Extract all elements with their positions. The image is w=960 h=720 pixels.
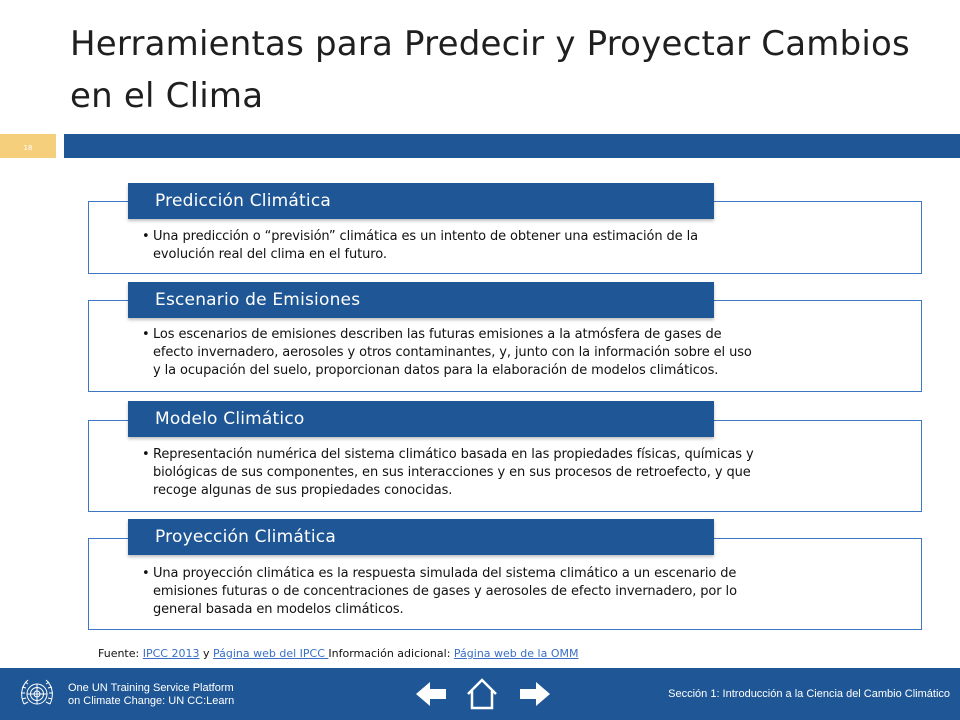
card-line: emisiones futuras o de concentraciones de gases y aerosoles de efecto invernadero, por lo (153, 584, 737, 599)
card-header-proyeccion: Proyección Climática (128, 519, 714, 555)
un-logo-icon (16, 674, 58, 714)
source-middle: Información adicional: (328, 647, 454, 660)
card-line: recoge algunas de sus propiedades conocidas. (153, 483, 453, 498)
link-ipcc-2013[interactable]: IPCC 2013 (142, 647, 200, 660)
source-prefix: Fuente: (98, 647, 143, 660)
card-line: Representación numérica del sistema climático basada en las propiedades físicas, químicas y (153, 447, 754, 462)
footer-bar (0, 668, 960, 720)
card-line: efecto invernadero, aerosoles y otros contaminantes, y, junto con la información sobre el uso (153, 345, 752, 360)
card-header-modelo: Modelo Climático (128, 401, 714, 437)
slide-number: 18 (0, 134, 56, 158)
footer-line: One UN Training Service Platform (68, 682, 234, 694)
card-line: Los escenarios de emisiones describen las futuras emisiones a la atmósfera de gases de (153, 327, 722, 342)
card-text-proyeccion: • Una proyección climática es la respuesta simulada del sistema climático a un escenario de emisiones futuras o de concentraciones de gases y aerosoles de efecto invernadero, por lo general basada en modelos climáticos. (142, 566, 737, 617)
header-bar (64, 134, 960, 158)
link-omm-web[interactable]: Página web de la OMM (453, 647, 579, 660)
page-title: Herramientas para Predecir y Proyectar Cambios en el Clima (70, 24, 910, 116)
card-header-escenario: Escenario de Emisiones (128, 282, 714, 318)
arrow-left-icon[interactable] (412, 674, 452, 714)
card-line: y la ocupación del suelo, proporcionan datos para la elaboración de modelos climáticos. (153, 363, 719, 378)
card-line: Una proyección climática es la respuesta simulada del sistema climático a un escenario de (153, 566, 737, 581)
card-line: biológicas de sus componentes, en sus interacciones y en sus procesos de retroefecto, y que (153, 465, 751, 480)
card-text-escenario: • Los escenarios de emisiones describen las futuras emisiones a la atmósfera de gases de efecto invernadero, aerosoles y otros contaminantes, y, junto con la información sobre el uso y la ocupación del suelo, proporcionan datos para la elaboración de modelos climáticos. (142, 327, 752, 378)
card-text-prediccion: • Una predicción o “previsión” climática es un intento de obtener una estimación de la evolución real del clima en el futuro. (142, 229, 698, 262)
card-header-prediccion: Predicción Climática (128, 183, 714, 219)
footer-line: on Climate Change: UN CC:Learn (68, 695, 235, 707)
card-line: evolución real del clima en el futuro. (153, 247, 387, 262)
footer-platform-text (68, 682, 234, 708)
card-line: Una predicción o “previsión” climática es un intento de obtener una estimación de la (153, 229, 698, 244)
card-line: general basada en modelos climáticos. (153, 602, 404, 617)
footer-section-text: Sección 1: Introducción a la Ciencia del Cambio Climático (668, 688, 950, 700)
source-line (98, 647, 578, 660)
link-ipcc-web[interactable]: Página web del IPCC (212, 647, 329, 660)
arrow-right-icon[interactable] (514, 674, 554, 714)
source-sep: y (199, 647, 213, 660)
home-icon[interactable] (462, 674, 502, 714)
card-text-modelo: • Representación numérica del sistema climático basada en las propiedades físicas, químicas y biológicas de sus componentes, en sus interacciones y en sus procesos de retroefecto, y que recoge algunas de sus propiedades conocidas. (142, 447, 754, 498)
